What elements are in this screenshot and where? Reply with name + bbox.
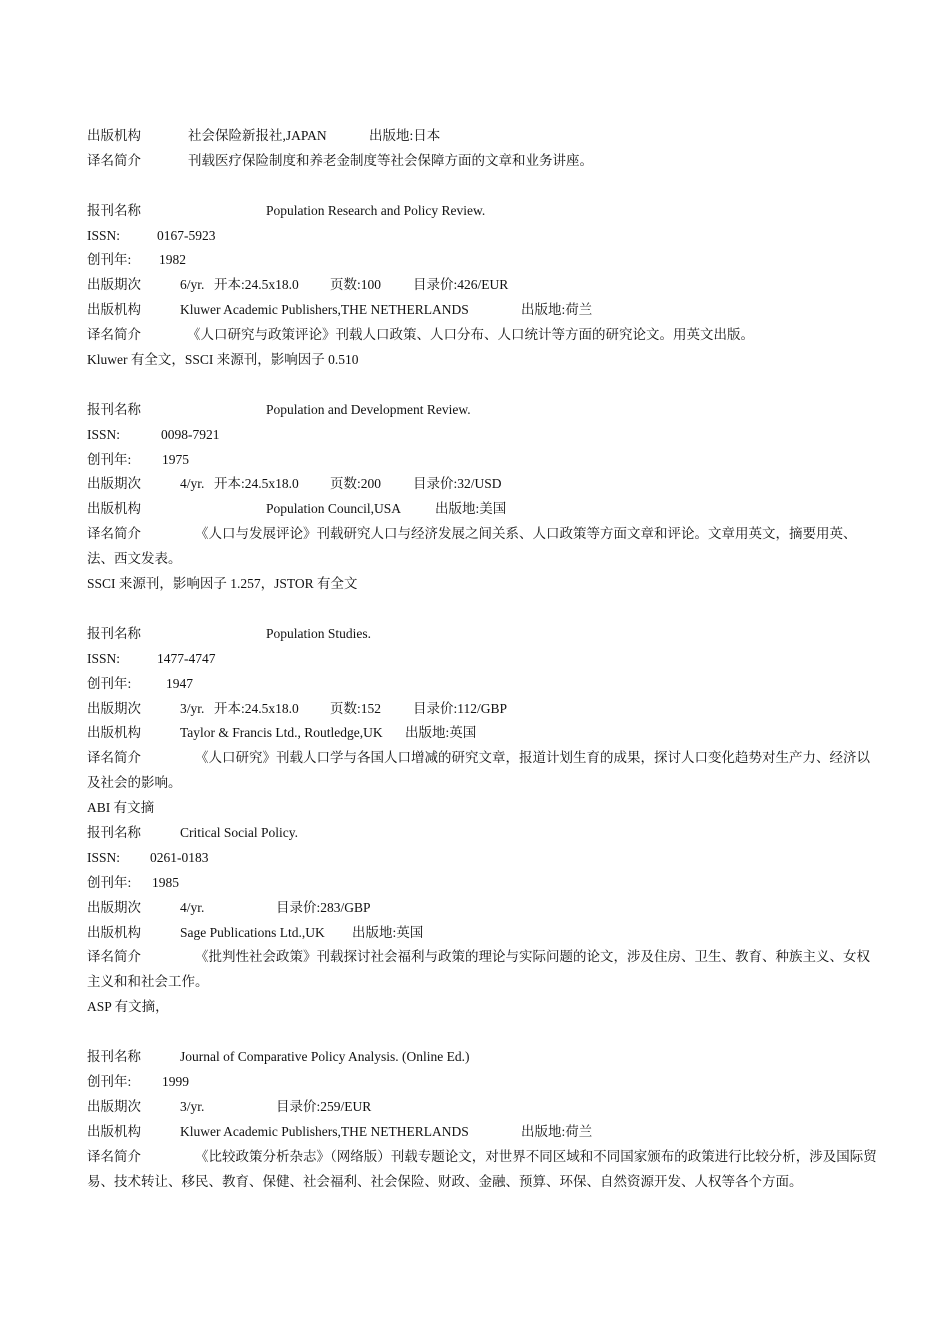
note-line — [87, 796, 877, 821]
label-publisher: 出版机构 — [87, 1123, 141, 1139]
publisher-value: Taylor & Francis Ltd., Routledge,UK — [180, 725, 383, 741]
founded-line — [87, 672, 877, 697]
price-value: 目录价:32/USD — [413, 476, 502, 492]
label-issn: ISSN: — [87, 426, 121, 442]
pages-value: 页数:100 — [330, 277, 382, 293]
label-name: 报刊名称 — [87, 401, 141, 417]
label-name: 报刊名称 — [87, 202, 141, 218]
issn-line — [87, 647, 877, 672]
founded-line — [87, 1070, 877, 1095]
name-line — [87, 398, 877, 423]
label-intro: 译名简介 — [87, 327, 141, 343]
intro-paragraph — [87, 1145, 877, 1195]
intro-paragraph — [87, 522, 877, 572]
label-name: 报刊名称 — [87, 825, 141, 840]
period-line — [87, 472, 877, 497]
intro-value: 《比较政策分析杂志》（网络版）刊载专题论文，对世界不同区域和不同国家颁布的政策进行比较分析，涉及国际贸易、技术转让、移民、教育、保健、社会福利、社会保险、财政、金融、预算、环保、自然资源开发、人权等各个方面。 — [87, 1148, 877, 1189]
period-value: 3/yr. — [180, 1098, 205, 1114]
issn-value: 0167-5923 — [157, 227, 216, 243]
price-value: 目录价:283/GBP — [276, 899, 371, 915]
label-issn: ISSN: — [87, 227, 121, 243]
document-page — [87, 124, 877, 1194]
journal-name: Population Research and Policy Review. — [266, 202, 486, 218]
intro-value: 《人口研究》刊载人口学与各国人口增减的研究文章，报道计划生育的成果，探讨人口变化趋势对生产力、经济以及社会的影响。 — [87, 750, 870, 791]
founded-value: 1985 — [152, 874, 179, 890]
period-line — [87, 273, 877, 298]
label-intro: 译名简介 — [87, 1148, 141, 1164]
publisher-line — [87, 298, 877, 323]
intro-value: 刊载医疗保险制度和养老金制度等社会保障方面的文章和业务讲座。 — [188, 152, 593, 168]
period-value: 4/yr. — [180, 476, 205, 492]
label-period: 出版期次 — [87, 476, 141, 492]
issn-line — [87, 423, 877, 448]
label-publisher: 出版机构 — [87, 302, 141, 318]
label-issn: ISSN: — [87, 849, 121, 865]
period-line — [87, 896, 877, 921]
publisher-value: Sage Publications Ltd.,UK — [180, 924, 325, 940]
publisher-value: Kluwer Academic Publishers,THE NETHERLANDS — [180, 302, 469, 318]
journal-name: Population and Development Review. — [266, 401, 471, 417]
note-line — [87, 572, 877, 597]
intro-paragraph — [87, 945, 877, 995]
label-intro: 译名简介 — [87, 750, 141, 766]
name-line — [87, 1045, 877, 1070]
period-value: 3/yr. — [180, 700, 205, 716]
place-value: 出版地:荷兰 — [521, 302, 593, 318]
label-period: 出版期次 — [87, 899, 141, 915]
label-founded: 创刊年: — [87, 1073, 132, 1089]
label-issn: ISSN: — [87, 650, 121, 666]
label-intro: 译名简介 — [87, 949, 141, 965]
issn-value: 0261-0183 — [150, 849, 209, 865]
founded-line — [87, 448, 877, 473]
period-line — [87, 1095, 877, 1120]
note-line — [87, 348, 877, 373]
size-value: 开本:24.5x18.0 — [214, 476, 299, 492]
period-value: 4/yr. — [180, 899, 205, 915]
publisher-line — [87, 1120, 877, 1145]
publisher-value: 社会保险新报社,JAPAN — [188, 128, 327, 143]
label-period: 出版期次 — [87, 1098, 141, 1114]
label-publisher: 出版机构 — [87, 725, 141, 741]
note-value: SSCI 来源刊，影响因子 1.257，JSTOR 有全文 — [87, 576, 358, 592]
label-period: 出版期次 — [87, 277, 141, 293]
name-line — [87, 199, 877, 224]
founded-value: 1947 — [166, 675, 193, 691]
pages-value: 页数:200 — [330, 476, 382, 492]
note-line — [87, 995, 877, 1020]
place-value: 出版地:荷兰 — [521, 1123, 593, 1139]
intro-value: 《批判性社会政策》刊载探讨社会福利与政策的理论与实际问题的论文，涉及住房、卫生、教育、种族主义、女权主义和和社会工作。 — [87, 949, 870, 990]
intro-paragraph — [87, 746, 877, 796]
journal-name: Critical Social Policy. — [180, 825, 298, 840]
place-value: 出版地:日本 — [369, 128, 441, 143]
label-name: 报刊名称 — [87, 625, 141, 641]
label-name: 报刊名称 — [87, 1049, 141, 1065]
founded-value: 1975 — [162, 451, 189, 467]
publisher-line — [87, 124, 877, 149]
place-value: 出版地:英国 — [352, 924, 424, 940]
publisher-line — [87, 921, 877, 946]
founded-line — [87, 248, 877, 273]
size-value: 开本:24.5x18.0 — [214, 700, 299, 716]
note-value: ASP 有文摘， — [87, 999, 169, 1015]
founded-line — [87, 871, 877, 896]
size-value: 开本:24.5x18.0 — [214, 277, 299, 293]
name-line — [87, 821, 877, 846]
price-value: 目录价:112/GBP — [413, 700, 508, 716]
note-value: ABI 有文摘 — [87, 800, 155, 816]
label-intro: 译名简介 — [87, 152, 141, 168]
publisher-line — [87, 497, 877, 522]
label-publisher: 出版机构 — [87, 501, 141, 517]
price-value: 目录价:259/EUR — [276, 1098, 372, 1114]
intro-line — [87, 323, 877, 348]
issn-line — [87, 846, 877, 871]
issn-value: 1477-4747 — [157, 650, 216, 666]
label-publisher: 出版机构 — [87, 128, 141, 143]
journal-name: Population Studies. — [266, 625, 372, 641]
label-founded: 创刊年: — [87, 874, 132, 890]
journal-name: Journal of Comparative Policy Analysis. (Online Ed.) — [180, 1049, 470, 1065]
founded-value: 1999 — [162, 1073, 189, 1089]
publisher-line — [87, 721, 877, 746]
price-value: 目录价:426/EUR — [413, 277, 509, 293]
note-value: Kluwer 有全文，SSCI 来源刊，影响因子 0.510 — [87, 352, 359, 368]
intro-value: 《人口研究与政策评论》刊载人口政策、人口分布、人口统计等方面的研究论文。用英文出版。 — [187, 327, 754, 343]
pages-value: 页数:152 — [330, 700, 382, 716]
intro-value: 《人口与发展评论》刊载研究人口与经济发展之间关系、人口政策等方面文章和评论。文章用英文，摘要用英、法、西文发表。 — [87, 526, 857, 567]
intro-line — [87, 149, 877, 174]
founded-value: 1982 — [159, 252, 186, 268]
place-value: 出版地:英国 — [405, 725, 477, 741]
label-founded: 创刊年: — [87, 675, 132, 691]
label-founded: 创刊年: — [87, 252, 132, 268]
label-intro: 译名简介 — [87, 526, 141, 542]
publisher-value: Population Council,USA — [266, 501, 402, 517]
issn-value: 0098-7921 — [161, 426, 220, 442]
issn-line — [87, 224, 877, 249]
period-value: 6/yr. — [180, 277, 205, 293]
publisher-value: Kluwer Academic Publishers,THE NETHERLANDS — [180, 1123, 469, 1139]
label-period: 出版期次 — [87, 700, 141, 716]
name-line — [87, 622, 877, 647]
place-value: 出版地:美国 — [435, 501, 507, 517]
label-publisher: 出版机构 — [87, 924, 141, 940]
period-line — [87, 697, 877, 722]
label-founded: 创刊年: — [87, 451, 132, 467]
